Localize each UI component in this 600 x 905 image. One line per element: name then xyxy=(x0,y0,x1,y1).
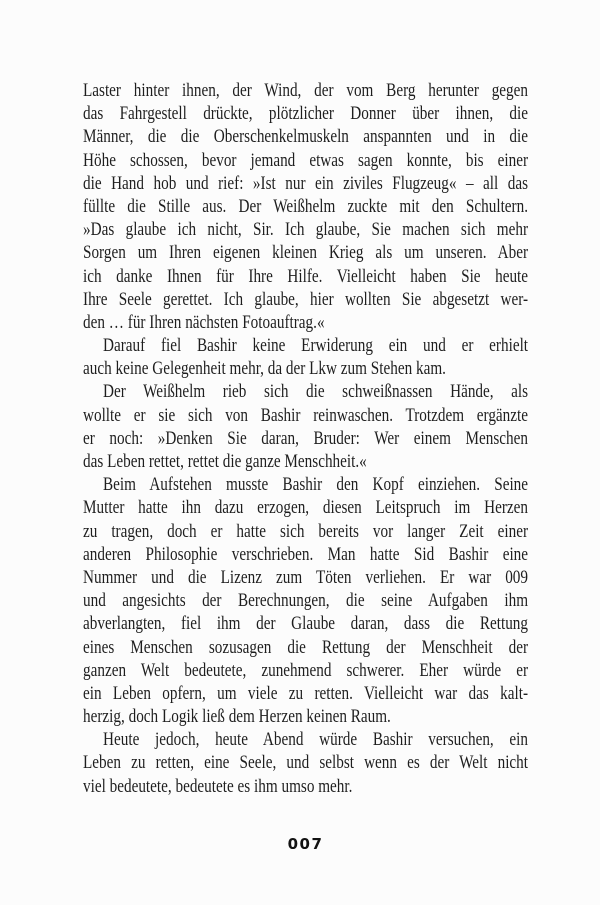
text-line: und angesichts der Berechnungen, die seine Aufgaben ihm xyxy=(83,590,529,612)
text-line: Heute jedoch, heute Abend würde Bashir versuchen, ein xyxy=(103,729,529,751)
text-line: eines Menschen sozusagen die Rettung der Menschheit der xyxy=(83,636,529,658)
text-line: die Hand hob und rief: »Ist nur ein ziviles Flugzeug« – all das xyxy=(83,172,529,194)
text-line: auch keine Gelegenheit mehr, da der Lkw zum Stehen kam. xyxy=(83,358,446,380)
paragraph xyxy=(83,334,528,380)
text-line: ein Leben opfern, um viele zu retten. Vielleicht war das kalt- xyxy=(83,682,529,704)
text-line: Mutter hatte ihn dazu erzogen, diesen Leitspruch im Herzen xyxy=(83,497,529,519)
text-line: Höhe schossen, bevor jemand etwas sagen konnte, bis einer xyxy=(83,149,529,171)
text-line: das Fahrgestell drückte, plötzlicher Donner über ihnen, die xyxy=(83,103,529,125)
text-line: ganzen Welt bedeutete, zunehmend schwerer. Eher würde er xyxy=(83,659,529,681)
text-line: Männer, die die Oberschenkelmuskeln anspannten und in die xyxy=(83,126,529,148)
text-line: Ihre Seele gerettet. Ich glaube, hier wollten Sie abgesetzt wer- xyxy=(83,288,529,310)
text-line: Sorgen um Ihren eigenen kleinen Krieg als um unseren. Aber xyxy=(83,242,529,264)
text-line: Leben zu retten, eine Seele, und selbst wenn es der Welt nicht xyxy=(83,752,529,774)
text-line: Nummer und die Lizenz zum Töten verliehen. Er war 009 xyxy=(83,566,529,588)
text-line: Laster hinter ihnen, der Wind, der vom Berg herunter gegen xyxy=(83,80,529,101)
paragraph xyxy=(83,79,528,334)
text-line: ich danke Ihnen für Ihre Hilfe. Vielleicht haben Sie heute xyxy=(83,265,529,287)
page-number: 007 xyxy=(287,835,324,853)
text-line: »Das glaube ich nicht, Sir. Ich glaube, Sie machen sich mehr xyxy=(83,219,529,241)
paragraph xyxy=(83,473,528,728)
text-line: das Leben rettet, rettet die ganze Menschheit.« xyxy=(83,451,367,472)
text-line: abverlangten, fiel ihm der Glaube daran, dass die Rettung xyxy=(83,613,529,635)
text-line: viel bedeutete, bedeutete es ihm umso mehr. xyxy=(83,775,353,797)
text-line: zu tragen, doch er hatte sich bereits vor langer Zeit einer xyxy=(83,520,529,542)
paragraph xyxy=(83,380,528,473)
text-line: füllte die Stille aus. Der Weißhelm zuckte mit den Schultern. xyxy=(83,195,529,217)
paragraph xyxy=(83,728,528,798)
text-block xyxy=(83,79,528,798)
text-line: wollte er sie sich von Bashir reinwaschen. Trotzdem ergänzte xyxy=(83,404,529,426)
text-line: herzig, doch Logik ließ dem Herzen keinen Raum. xyxy=(83,706,391,728)
text-line: den … für Ihren nächsten Fotoauftrag.« xyxy=(83,311,325,333)
text-line: anderen Philosophie verschrieben. Man hatte Sid Bashir eine xyxy=(83,543,529,565)
text-line: Darauf fiel Bashir keine Erwiderung ein und er erhielt xyxy=(103,335,529,357)
text-line: Beim Aufstehen musste Bashir den Kopf einziehen. Seine xyxy=(103,474,529,496)
text-line: er noch: »Denken Sie daran, Bruder: Wer einem Menschen xyxy=(83,427,529,449)
text-line: Der Weißhelm rieb sich die schweißnassen Hände, als xyxy=(103,381,529,403)
